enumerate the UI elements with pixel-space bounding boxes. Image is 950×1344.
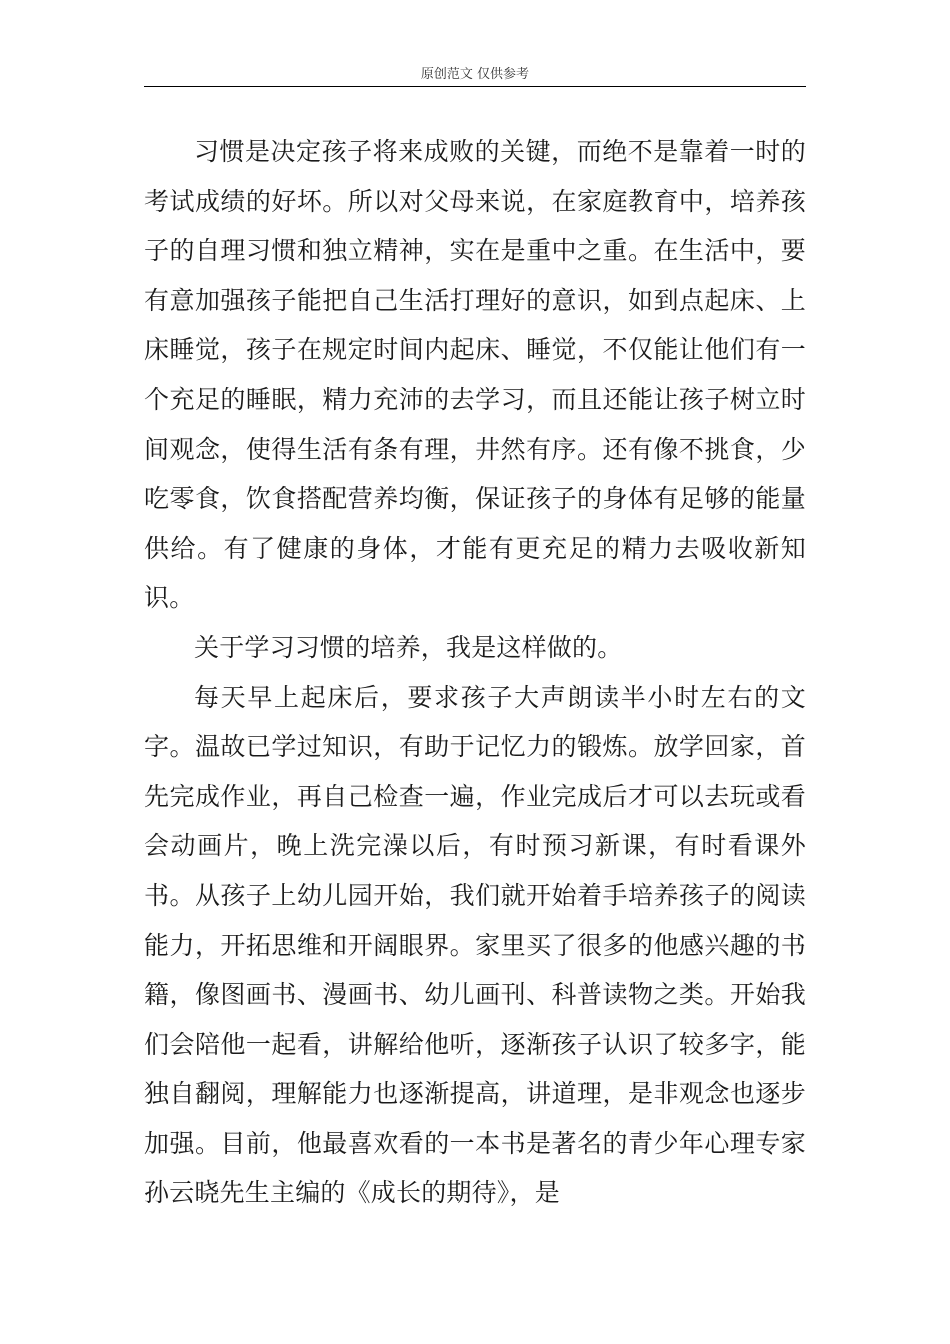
page-header: 原创范文 仅供参考 (420, 67, 530, 82)
document-body (144, 127, 806, 1218)
paragraph-habits: 习惯是决定孩子将来成败的关键，而绝不是靠着一时的考试成绩的好坏。所以对父母来说，在家庭教育中，培养孩子的自理习惯和独立精神，实在是重中之重。在生活中，要有意加强孩子能把自己生活打理好的意识，如到点起床、上床睡觉，孩子在规定时间内起床、睡觉，不仅能让他们有一个充足的睡眠，精力充沛的去学习，而且还能让孩子树立时间观念，使得生活有条有理，井然有序。还有像不挑食，少吃零食，饮食搭配营养均衡，保证孩子的身体有足够的能量供给。有了健康的身体，才能有更充足的精力去吸收新知识。 (144, 137, 806, 613)
paragraph-study-habits-intro: 关于学习习惯的培养，我是这样做的。 (194, 632, 623, 662)
header-divider (144, 86, 806, 87)
paragraph-daily-routine: 每天早上起床后，要求孩子大声朗读半小时左右的文字。温故已学过知识，有助于记忆力的锻炼。放学回家，首先完成作业，再自己检查一遍，作业完成后才可以去玩或看会动画片，晚上洗完澡以后，有时预习新课，有时看课外书。从孩子上幼儿园开始，我们就开始着手培养孩子的阅读能力，开拓思维和开阔眼界。家里买了很多的他感兴趣的书籍，像图画书、漫画书、幼儿画刊、科普读物之类。开始我们会陪他一起看，讲解给他听，逐渐孩子认识了较多字，能独自翻阅，理解能力也逐渐提高，讲道理，是非观念也逐步加强。目前，他最喜欢看的一本书是著名的青少年心理专家孙云晓先生主编的《成长的期待》，是 (144, 682, 806, 1208)
